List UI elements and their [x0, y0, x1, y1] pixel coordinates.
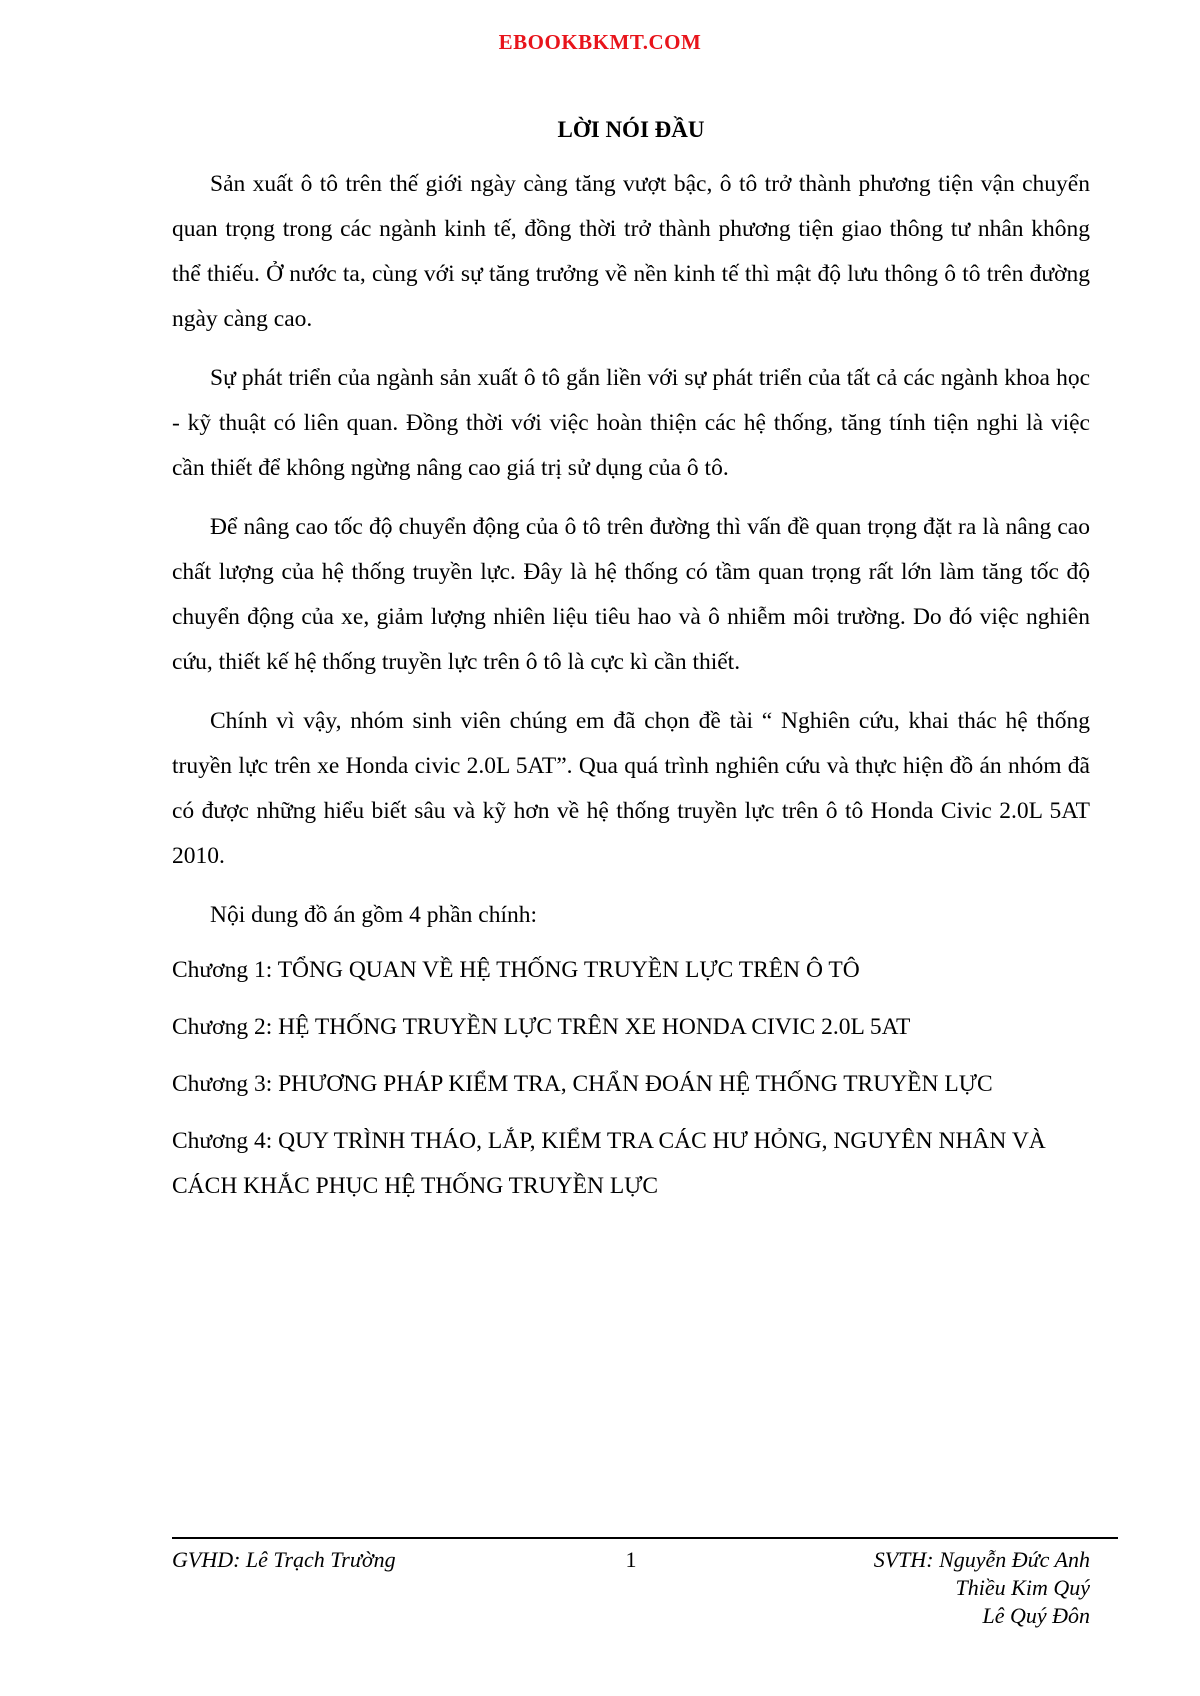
- paragraph-development: Sự phát triển của ngành sản xuất ô tô gắn liền với sự phát triển của tất cả các ngành khoa học - kỹ thuật có liên quan. Đồng thời với việc hoàn thiện các hệ thống, tăng tính tiện nghi là việc cần thiết để không ngừng nâng cao giá trị sử dụng của ô tô.: [172, 365, 1090, 481]
- student-name: SVTH: Nguyễn Đức Anh: [873, 1547, 1090, 1572]
- document-body: [172, 112, 1090, 1221]
- footer-divider: [172, 1537, 1118, 1539]
- footer-students: [874, 1546, 1090, 1630]
- page-title: LỜI NÓI ĐẦU: [557, 117, 705, 142]
- paragraph-contents: Nội dung đồ án gồm 4 phần chính:: [210, 902, 538, 928]
- chapter-item-2: Chương 2: HỆ THỐNG TRUYỀN LỰC TRÊN XE HONDA CIVIC 2.0L 5AT: [172, 1014, 911, 1040]
- paragraph-intro: Sản xuất ô tô trên thế giới ngày càng tăng vượt bậc, ô tô trở thành phương tiện vận chuyển quan trọng trong các ngành kinh tế, đồng thời trở thành phương tiện giao thông tư nhân không thể thiếu. Ở nước ta, cùng với sự tăng trưởng về nền kinh tế thì mật độ lưu thông ô tô trên đường ngày càng cao.: [172, 171, 1090, 332]
- paragraph-topic: Chính vì vậy, nhóm sinh viên chúng em đã chọn đề tài “ Nghiên cứu, khai thác hệ thống truyền lực trên xe Honda civic 2.0L 5AT”. Qua quá trình nghiên cứu và thực hiện đồ án nhóm đã có được những hiểu biết sâu và kỹ hơn về hệ thống truyền lực trên ô tô Honda Civic 2.0L 5AT 2010.: [172, 708, 1090, 869]
- chapter-item-4: Chương 4: QUY TRÌNH THÁO, LẮP, KIỂM TRA CÁC HƯ HỎNG, NGUYÊN NHÂN VÀ CÁCH KHẮC PHỤC HỆ THỐNG TRUYỀN LỰC: [172, 1128, 1046, 1199]
- chapter-item-1: Chương 1: TỔNG QUAN VỀ HỆ THỐNG TRUYỀN LỰC TRÊN Ô TÔ: [172, 957, 860, 983]
- student-name: Lê Quý Đôn: [982, 1603, 1090, 1628]
- chapter-list: [172, 948, 1090, 1209]
- page-number: 1: [625, 1547, 637, 1572]
- chapter-item-3: Chương 3: PHƯƠNG PHÁP KIỂM TRA, CHẨN ĐOÁN HỆ THỐNG TRUYỀN LỰC: [172, 1071, 993, 1097]
- paragraph-transmission: Để nâng cao tốc độ chuyển động của ô tô trên đường thì vấn đề quan trọng đặt ra là nâng cao chất lượng của hệ thống truyền lực. Đây là hệ thống có tầm quan trọng rất lớn làm tăng tốc độ chuyển động của xe, giảm lượng nhiên liệu tiêu hao và ô nhiễm môi trường. Do đó việc nghiên cứu, thiết kế hệ thống truyền lực trên ô tô là cực kì cần thiết.: [172, 514, 1090, 675]
- student-name: Thiều Kim Quý: [955, 1575, 1090, 1600]
- footer-advisor: GVHD: Lê Trạch Trường: [172, 1547, 396, 1572]
- site-header[interactable]: EBOOKBKMT.COM: [498, 30, 702, 54]
